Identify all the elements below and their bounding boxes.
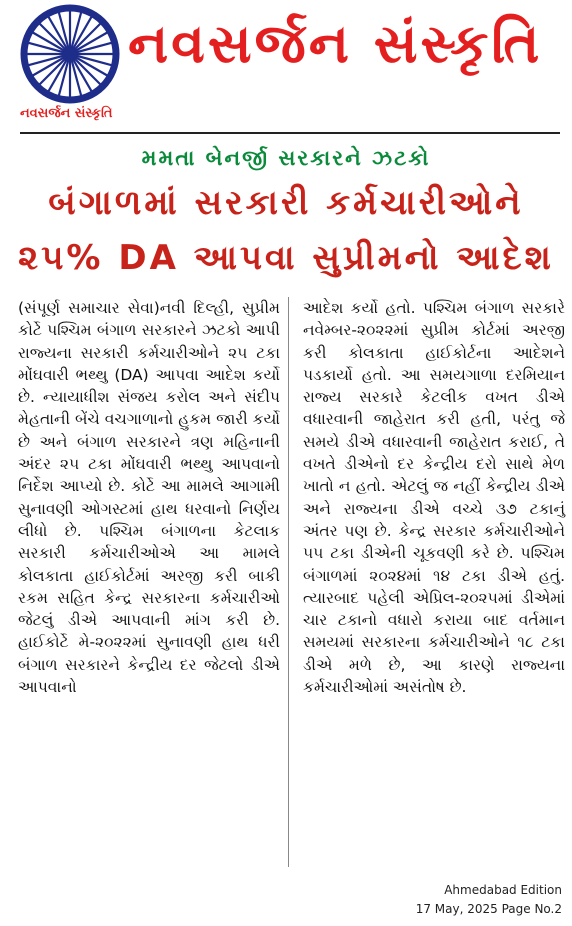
- column-divider: [288, 297, 289, 867]
- article-column-right: [303, 297, 565, 698]
- edition-label: Ahmedabad Edition: [444, 883, 562, 897]
- top-rule: [20, 132, 560, 134]
- article-column-left: [18, 297, 280, 698]
- article-body-left: (સંપૂર્ણ સમાચાર સેવા)નવી દિલ્હી, સુપ્રીમ કોર્ટે પશ્ચિમ બંગાળ સરકારને ઝટકો આપી રાજ્યના સરકારી કર્મચારીઓને ૨૫ ટકા મોંઘવારી ભથ્થુ (DA) આપવા આદેશ કર્યો છે. ન્યાયાધીશ સંજય કરોલ અને સંદીપ મેહતાની બેંચે વચગાળાનો હુકમ જારી કર્યો છે અને બંગાળ સરકારને ત્રણ મહિનાની અંદર ૨૫ ટકા મોંઘવારી ભથ્થુ આપવાનો નિર્દેશ આપ્યો છે. કોર્ટે આ મામલે આગામી સુનાવણી ઓગસ્ટમાં હાથ ધરવાનો નિર્ણય લીધો છે. પશ્ચિમ બંગાળના કેટલાક સરકારી કર્મચારીઓએ આ મામલે કોલકાતા હાઈકોર્ટમાં અરજી કરી બાકી રકમ સહિત કેન્દ્ર સરકારના કર્મચારીઓ જેટલું ડીએ આપવાની માંગ કરી છે. હાઈકોર્ટે મે-૨૦૨૨માં સુનાવણી હાથ ધરી બંગાળ સરકારને કેન્દ્રીય દર જેટલો ડીએ આપવાનો: [18, 299, 280, 697]
- masthead-subtitle: નવસર્જન સંસ્કૃતિ: [20, 106, 113, 121]
- masthead-title: નવસર્જન સંસ્કૃતિ: [128, 12, 543, 75]
- article-kicker: મમતા બેનર્જી સરકારને ઝટકો: [141, 146, 431, 170]
- headline-line-2: ૨૫% DA આપવા સુપ્રીમનો આદેશ: [18, 238, 554, 278]
- article-body-right: આદેશ કર્યો હતો. પશ્ચિમ બંગાળ સરકારે નવેમ્બર-૨૦૨૨માં સુપ્રીમ કોર્ટમાં અરજી કરી કોલકાતા હાઈકોર્ટના આદેશને પડકાર્યો હતો. આ સમયગાળા દરમિયાન રાજ્ય સરકારે કેટલીક વખત ડીએ વધારવાની જાહેરાત કરી હતી, પરંતુ જે સમયે ડીએ વધારવાની જાહેરાત કરાઈ, તે વખતે ડીએનો દર કેન્દ્રીય દરો સાથે મેળ ખાતો ન હતો. એટલું જ નહીં કેન્દ્રીય ડીએ અને રાજ્યના ડીએ વચ્ચે ૩૭ ટકાનું અંતર પણ છે. કેન્દ્ર સરકાર કર્મચારીઓને ૫૫ ટકા ડીએની ચૂકવણી કરે છે. પશ્ચિમ બંગાળમાં ૨૦૨૪માં ૧૪ ટકા ડીએ હતું. ત્યારબાદ પહેલી એપ્રિલ-૨૦૨૫માં ડીએમાં ચાર ટકાનો વધારો કરાયા બાદ વર્તમાન સમયમાં સરકારના કર્મચારીઓને ૧૮ ટકા ડીએ મળે છે, આ કારણે રાજ્યના કર્મચારીઓમાં અસંતોષ છે.: [303, 299, 565, 697]
- date-page-label: 17 May, 2025 Page No.2: [415, 902, 562, 916]
- ashoka-chakra-wheel-icon: [20, 4, 120, 104]
- headline-line-1: બંગાળમાં સરકારી કર્મચારીઓને: [48, 183, 524, 223]
- masthead: [0, 0, 572, 132]
